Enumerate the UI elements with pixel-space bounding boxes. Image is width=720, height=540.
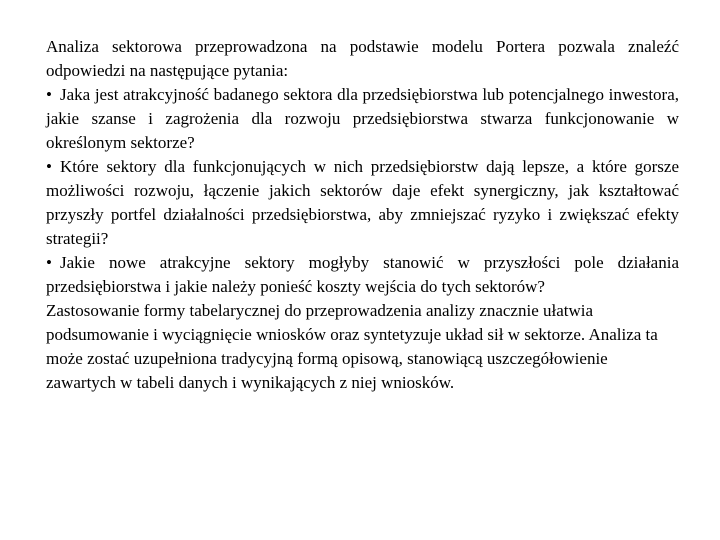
question-text-2: Które sektory dla funkcjonujących w nich przedsiębiorstw dają lepsze, a które gorsze możliwości rozwoju, łączenie jakich sektorów daje efekt synergiczny, jak kształtować przyszły portfel działalności przedsiębiorstwa, aby zmniejszać ryzyko i zwiększać efekty strategii? (46, 157, 679, 248)
question-text-1: Jaka jest atrakcyjność badanego sektora dla przedsiębiorstwa lub potencjalnego inwestora, jakie szanse i zagrożenia dla rozwoju przedsiębiorstwa stwarza funkcjonowanie w określonym sektorze? (46, 85, 679, 152)
bullet-icon: • (46, 253, 52, 272)
question-text-3: Jakie nowe atrakcyjne sektory mogłyby stanowić w przyszłości pole działania przedsiębiorstwa i jakie należy ponieść koszty wejścia do tych sektorów? (46, 253, 679, 296)
question-item-3 (46, 251, 679, 299)
document-body (46, 35, 679, 395)
question-item-1 (46, 83, 679, 155)
question-item-2 (46, 155, 679, 251)
bullet-icon: • (46, 157, 52, 176)
intro-paragraph: Analiza sektorowa przeprowadzona na podstawie modelu Portera pozwala znaleźć odpowiedzi na następujące pytania: (46, 37, 679, 80)
bullet-icon: • (46, 85, 52, 104)
conclusion-paragraph: Zastosowanie formy tabelarycznej do przeprowadzenia analizy znacznie ułatwia podsumowanie i wyciągnięcie wniosków oraz syntetyzuje układ sił w sektorze. Analiza ta może zostać uzupełniona tradycyjną formą opisową, stanowiącą uszczegółowienie zawartych w tabeli danych i wynikających z niej wniosków. (46, 301, 658, 392)
